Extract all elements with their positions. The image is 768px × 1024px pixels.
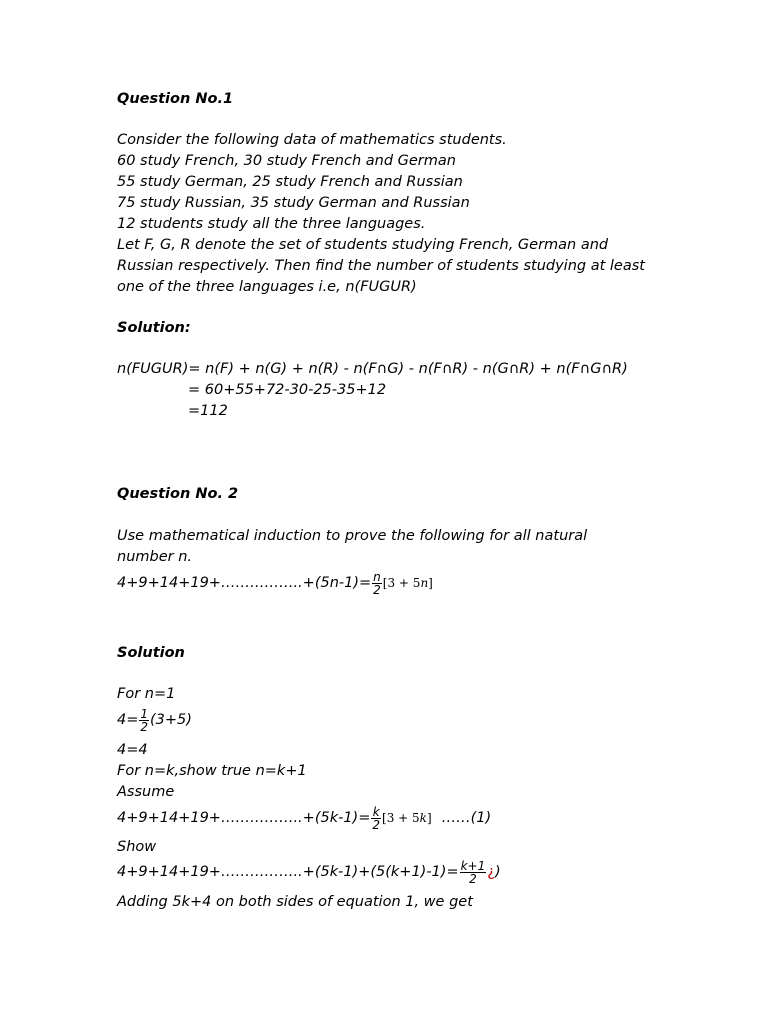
fraction-denominator: 2: [372, 817, 381, 832]
show-label: Show: [117, 839, 157, 855]
fraction-numerator: k+1: [460, 858, 486, 873]
question-1-line: 55 study German, 25 study French and Russian: [117, 174, 463, 190]
bracket-close: ]: [426, 811, 432, 825]
broken-glyph: ¿: [487, 864, 495, 880]
final-line: Adding 5k+4 on both sides of equation 1, we get: [117, 894, 473, 910]
fraction-denominator: 2: [373, 582, 381, 597]
question-2-title: Question No. 2: [117, 486, 239, 502]
show-tail: ): [494, 864, 501, 880]
question-1-line: Consider the following data of mathematics students.: [117, 132, 507, 148]
show-fraction: [460, 860, 487, 885]
assume-bracket: [382, 811, 432, 825]
question-2-line: number n.: [117, 549, 192, 565]
question-1-line: one of the three languages i.e, n(FUGUR): [117, 279, 417, 295]
show-equation: [117, 856, 501, 888]
assume-equation: [117, 802, 491, 834]
step-n-equals-1: For n=1: [117, 686, 176, 702]
question-1-line: 12 students study all the three languages.: [117, 216, 426, 232]
fraction-denominator: 2: [460, 872, 487, 885]
base-case-fraction: [139, 708, 149, 733]
bracket-variable: k: [419, 811, 427, 825]
solution-1-label: Solution:: [117, 320, 191, 336]
fraction-numerator: 1: [140, 706, 149, 721]
bracket-open: [3 + 5: [382, 576, 421, 590]
fraction-numerator: n: [373, 569, 381, 584]
solution-1-substitution: = 60+55+72-30-25-35+12: [188, 382, 387, 398]
base-case-rhs: (3+5): [150, 712, 192, 728]
question-1-line: Let F, G, R denote the set of students studying French, German and: [117, 237, 609, 253]
fraction-numerator: k: [372, 804, 380, 819]
statement-fraction: [372, 571, 382, 596]
statement-lhs: 4+9+14+19+……………..+(5n-1)=: [117, 575, 372, 591]
base-case-lhs: 4=: [117, 712, 139, 728]
question-2-line: Use mathematical induction to prove the following for all natural: [117, 528, 588, 544]
question-1-title: Question No.1: [117, 91, 234, 107]
statement-bracket: [383, 576, 433, 590]
step-n-equals-k: For n=k,show true n=k+1: [117, 763, 307, 779]
show-lhs: 4+9+14+19+……………..+(5k-1)+(5(k+1)-1)=: [117, 864, 459, 880]
question-1-line: 60 study French, 30 study French and German: [117, 153, 456, 169]
bracket-close: ]: [428, 576, 433, 590]
solution-1-formula: n(FUGUR)= n(F) + n(G) + n(R) - n(F∩G) - n(F∩R) - n(G∩R) + n(F∩G∩R): [117, 361, 628, 377]
assume-fraction: [371, 806, 381, 831]
question-1-line: Russian respectively. Then find the number of students studying at least: [117, 258, 645, 274]
base-case-result: 4=4: [117, 742, 148, 758]
solution-1-result: =112: [188, 403, 228, 419]
assume-lhs: 4+9+14+19+……………..+(5k-1)=: [117, 810, 371, 826]
equation-tag: ……(1): [441, 810, 492, 826]
solution-2-label: Solution: [117, 645, 185, 661]
assume-label: Assume: [117, 784, 175, 800]
question-1-line: 75 study Russian, 35 study German and Russian: [117, 195, 470, 211]
question-2-statement: [117, 568, 433, 598]
fraction-denominator: 2: [140, 719, 149, 734]
bracket-open: [3 + 5: [382, 811, 420, 825]
base-case: [117, 704, 192, 736]
bracket-variable: n: [420, 576, 429, 590]
